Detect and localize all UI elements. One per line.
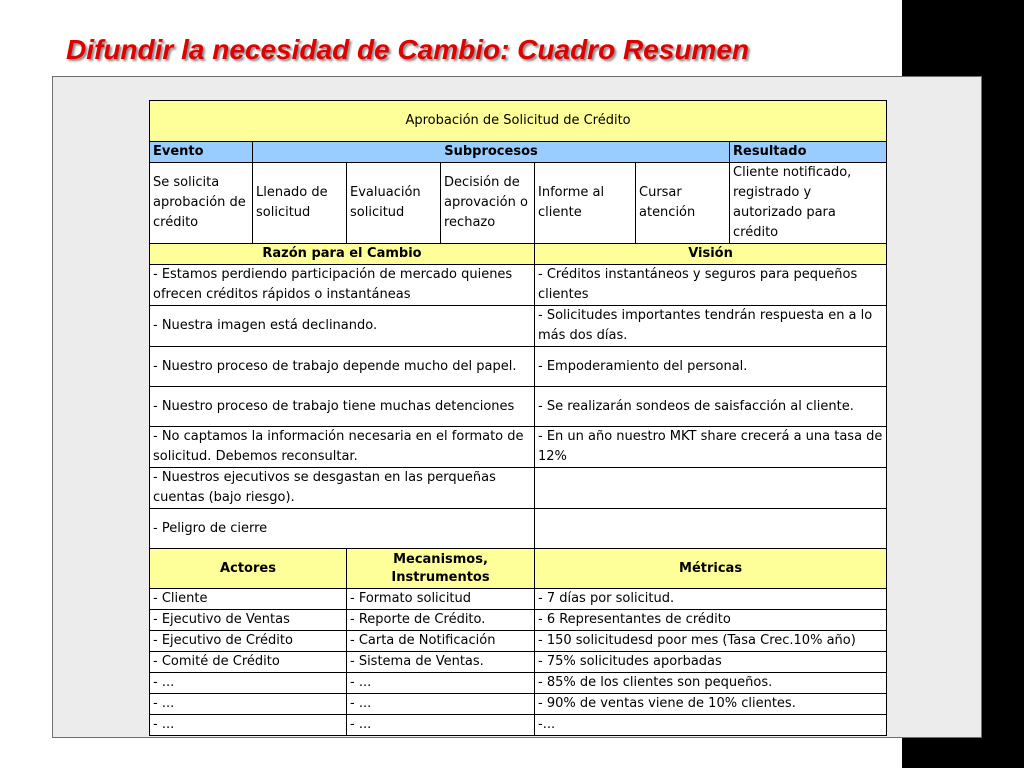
header-razon: Razón para el Cambio	[150, 244, 535, 265]
vision-cell: - Créditos instantáneos y seguros para pequeños clientes	[535, 265, 887, 306]
metrica-cell: - 90% de ventas viene de 10% clientes.	[535, 694, 887, 715]
metrica-cell: - 75% solicitudes aporbadas	[535, 652, 887, 673]
header-resultado: Resultado	[730, 142, 887, 163]
actor-cell: - ...	[150, 694, 347, 715]
metrica-cell: -...	[535, 715, 887, 736]
vision-cell: - Solicitudes importantes tendrán respuesta en a lo más dos días.	[535, 306, 887, 347]
metrica-cell: - 6 Representantes de crédito	[535, 610, 887, 631]
process-cell-cursar: Cursar atención	[636, 163, 730, 244]
mecanismo-cell: - Reporte de Crédito.	[347, 610, 535, 631]
summary-table	[149, 100, 887, 736]
actor-cell: - Ejecutivo de Crédito	[150, 631, 347, 652]
metrica-cell: - 85% de los clientes son pequeños.	[535, 673, 887, 694]
actor-cell: - Ejecutivo de Ventas	[150, 610, 347, 631]
razon-cell: - Nuestro proceso de trabajo depende mucho del papel.	[150, 347, 535, 387]
process-cell-llenado: Llenado de solicitud	[253, 163, 347, 244]
razon-cell: - Peligro de cierre	[150, 509, 535, 549]
actor-cell: - Comité de Crédito	[150, 652, 347, 673]
vision-cell	[535, 468, 887, 509]
actor-cell: - ...	[150, 673, 347, 694]
header-metricas: Métricas	[535, 549, 887, 589]
actor-cell: - ...	[150, 715, 347, 736]
header-actores: Actores	[150, 549, 347, 589]
process-cell-decision: Decisión de aprovación o rechazo	[441, 163, 535, 244]
vision-cell	[535, 509, 887, 549]
razon-cell: - Nuestra imagen está declinando.	[150, 306, 535, 347]
razon-cell: - Estamos perdiendo participación de mercado quienes ofrecen créditos rápidos o instantáneas	[150, 265, 535, 306]
mecanismo-cell: - ...	[347, 694, 535, 715]
process-cell-informe: Informe al cliente	[535, 163, 636, 244]
vision-cell: - Empoderamiento del personal.	[535, 347, 887, 387]
vision-cell: - En un año nuestro MKT share crecerá a una tasa de 12%	[535, 427, 887, 468]
mecanismo-cell: - Sistema de Ventas.	[347, 652, 535, 673]
header-evento: Evento	[150, 142, 253, 163]
actor-cell: - Cliente	[150, 589, 347, 610]
mecanismo-cell: - ...	[347, 673, 535, 694]
razon-cell: - Nuestros ejecutivos se desgastan en las perqueñas cuentas (bajo riesgo).	[150, 468, 535, 509]
mecanismo-cell: - Formato solicitud	[347, 589, 535, 610]
header-vision: Visión	[535, 244, 887, 265]
metrica-cell: - 7 días por solicitud.	[535, 589, 887, 610]
header-mecanismos: Mecanismos, Instrumentos	[347, 549, 535, 589]
process-cell-evaluacion: Evaluación solicitud	[347, 163, 441, 244]
mecanismo-cell: - ...	[347, 715, 535, 736]
mecanismo-cell: - Carta de Notificación	[347, 631, 535, 652]
process-cell-evento: Se solicita aprobación de crédito	[150, 163, 253, 244]
razon-cell: - No captamos la información necesaria en el formato de solicitud. Debemos reconsultar.	[150, 427, 535, 468]
main-header: Aprobación de Solicitud de Crédito	[150, 101, 887, 142]
razon-cell: - Nuestro proceso de trabajo tiene muchas detenciones	[150, 387, 535, 427]
slide-title: Difundir la necesidad de Cambio: Cuadro Resumen	[66, 34, 750, 65]
vision-cell: - Se realizarán sondeos de saisfacción al cliente.	[535, 387, 887, 427]
process-cell-resultado: Cliente notificado, registrado y autorizado para crédito	[730, 163, 887, 244]
metrica-cell: - 150 solicitudesd poor mes (Tasa Crec.10% año)	[535, 631, 887, 652]
header-subprocesos: Subprocesos	[253, 142, 730, 163]
